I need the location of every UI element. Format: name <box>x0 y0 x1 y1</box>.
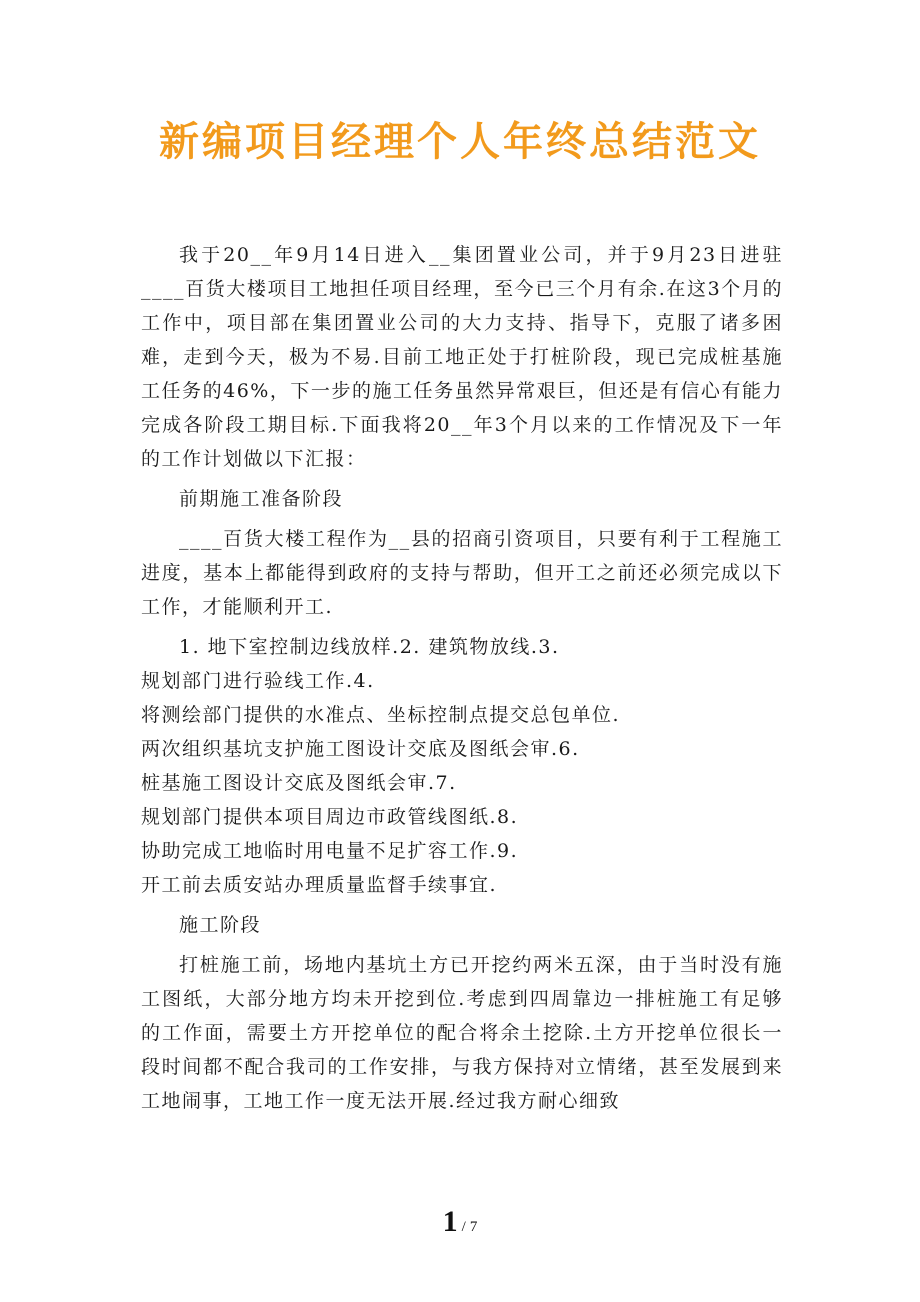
section-heading-construction: 施工阶段 <box>179 914 262 936</box>
list-item: 1. 地下室控制边线放样.2. 建筑物放线.3. <box>179 636 560 658</box>
total-page-count: 7 <box>469 1219 478 1235</box>
intro-paragraph: 我于20__年9月14日进入__集团置业公司，并于9月23日进驻____百货大楼项目工地担任项目经理，至今已三个月有余.在这3个月的工作中，项目部在集团置业公司的大力支持、指导下，克服了诸多困难，走到今天，极为不易.目前工地正处于打桩阶段，现已完成桩基施工任务的46%，下一步的施工任务虽然异常艰巨，但还是有信心有能力完成各阶段工期目标.下面我将20__年3个月以来的工作情况及下一年的工作计划做以下汇报： <box>141 244 783 470</box>
page-separator: / <box>461 1219 466 1235</box>
section-heading-preparation: 前期施工准备阶段 <box>179 488 344 510</box>
list-item: 规划部门提供本项目周边市政管线图纸.8. <box>141 806 519 828</box>
preparation-task-list <box>141 630 783 902</box>
list-item: 将测绘部门提供的水准点、坐标控制点提交总包单位. <box>141 704 621 726</box>
document-body <box>141 238 783 1124</box>
list-item: 协助完成工地临时用电量不足扩容工作.9. <box>141 840 519 862</box>
current-page-number: 1 <box>442 1205 458 1238</box>
list-item: 规划部门进行验线工作.4. <box>141 670 375 692</box>
list-item: 桩基施工图设计交底及图纸会审.7. <box>141 772 457 794</box>
page-number-footer <box>0 1205 920 1239</box>
list-item: 两次组织基坑支护施工图设计交底及图纸会审.6. <box>141 738 580 760</box>
list-item: 开工前去质安站办理质量监督手续事宜. <box>141 874 498 896</box>
preparation-paragraph: ____百货大楼工程作为__县的招商引资项目，只要有利于工程施工进度，基本上都能得到政府的支持与帮助，但开工之前还必须完成以下工作，才能顺利开工. <box>141 528 783 618</box>
document-title: 新编项目经理个人年终总结范文 <box>159 118 761 165</box>
construction-paragraph: 打桩施工前，场地内基坑土方已开挖约两米五深，由于当时没有施工图纸，大部分地方均未开挖到位.考虑到四周靠边一排桩施工有足够的工作面，需要土方开挖单位的配合将余土挖除.土方开挖单位很长一段时间都不配合我司的工作安排，与我方保持对立情绪，甚至发展到来工地闹事，工地工作一度无法开展.经过我方耐心细致 <box>141 954 783 1112</box>
